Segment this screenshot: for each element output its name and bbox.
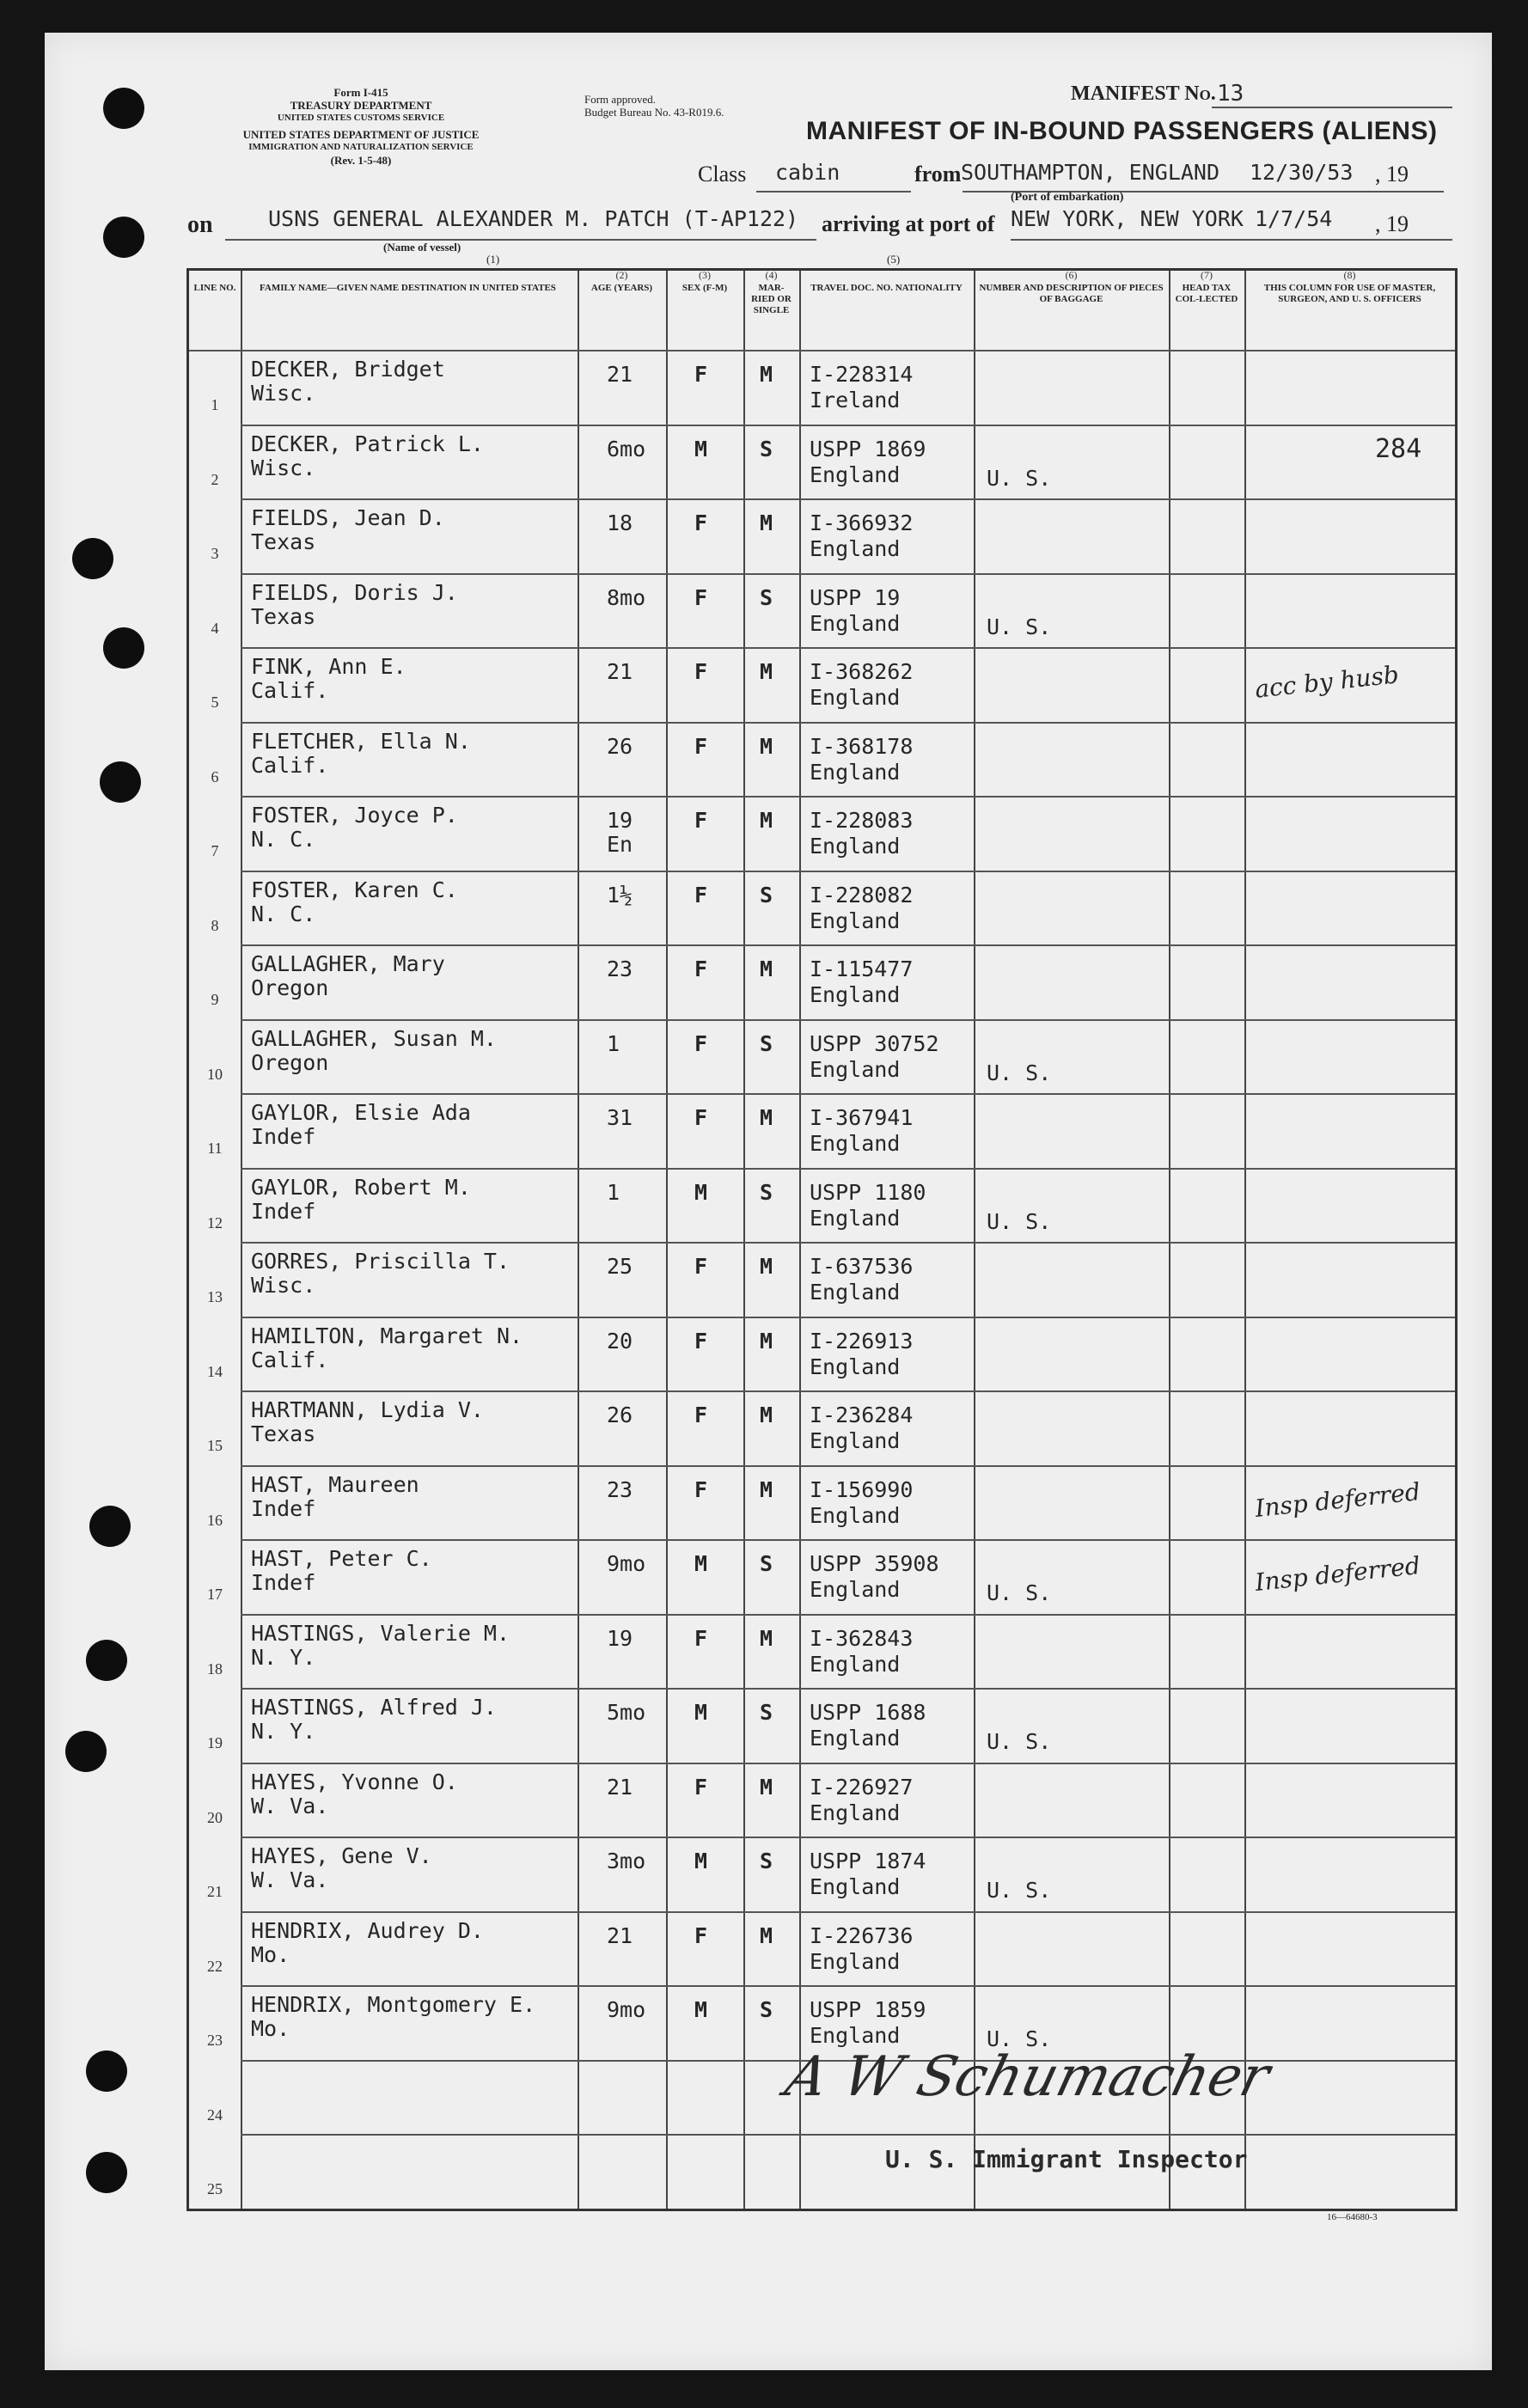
destination: Indef (251, 1124, 316, 1149)
table-row (189, 1688, 1455, 1763)
age: 21 (607, 362, 633, 387)
passenger-name: FOSTER, Joyce P. (251, 803, 458, 828)
line-number: 12 (207, 1213, 223, 1232)
budget-block (584, 93, 724, 119)
line-number: 14 (207, 1362, 223, 1380)
passenger-table (186, 268, 1458, 2211)
age: 19 (607, 1625, 633, 1651)
nationality: England (810, 1577, 901, 1602)
passenger-name: GALLAGHER, Mary (251, 951, 445, 976)
age: 21 (607, 1774, 633, 1800)
age: 9mo (607, 1551, 646, 1576)
line-number: 19 (207, 1734, 223, 1751)
line-number: 4 (211, 619, 219, 637)
baggage: U. S. (987, 1580, 1052, 1605)
travel-document: USPP 30752 (810, 1030, 939, 1056)
marital-status: S (760, 1030, 773, 1056)
marital-status: M (760, 1403, 773, 1427)
line-number: 1 (211, 396, 219, 413)
column-header-baggage: NUMBER AND DESCRIPTION OF PIECES OF BAGGAGE (979, 283, 1164, 304)
table-row (189, 498, 1455, 573)
travel-document: USPP 1859 (810, 1997, 926, 2022)
line-number: 13 (207, 1288, 223, 1305)
nationality: England (810, 1354, 901, 1379)
destination: Calif. (251, 752, 329, 778)
nationality: England (810, 1205, 901, 1231)
line-number: 24 (207, 2105, 223, 2124)
form-number: Form I-415 (333, 86, 388, 99)
table-row (189, 796, 1455, 871)
punch-hole (89, 1506, 131, 1547)
marital-status: M (760, 808, 773, 833)
baggage: U. S. (987, 1208, 1052, 1234)
punch-hole (86, 2152, 127, 2193)
table-row (189, 871, 1455, 945)
manifest-no-underline (1212, 107, 1452, 108)
age: 25 (607, 1254, 633, 1279)
officer-note: Insp deferred (1253, 1551, 1422, 1597)
line-number: 17 (207, 1586, 223, 1603)
passenger-name: FLETCHER, Ella N. (251, 728, 471, 754)
age: 26 (607, 733, 633, 759)
line-number: 8 (211, 916, 219, 934)
column-header-travel-doc: TRAVEL DOC. NO. NATIONALITY (810, 283, 963, 293)
destination: W. Va. (251, 1793, 329, 1818)
sex: F (694, 1254, 708, 1279)
passenger-name: HENDRIX, Audrey D. (251, 1917, 484, 1943)
table-row (189, 425, 1455, 499)
punch-hole (72, 538, 113, 579)
punch-hole (103, 217, 144, 258)
table-row (189, 1019, 1455, 1094)
travel-document: I-228083 (810, 808, 914, 833)
destination: Wisc. (251, 455, 316, 480)
destination: Oregon (251, 975, 329, 1000)
line-number: 18 (207, 1659, 223, 1678)
arrival-year-suffix: , 19 (1375, 211, 1409, 236)
on-label: on (187, 211, 213, 238)
destination: Mo. (251, 2016, 290, 2041)
nationality: England (810, 1056, 901, 1082)
age: 23 (607, 1476, 633, 1502)
sex: F (694, 510, 708, 535)
table-row (189, 1614, 1455, 1689)
travel-document: USPP 19 (810, 584, 901, 610)
travel-document: USPP 1869 (810, 436, 926, 461)
age: 9mo (607, 1997, 646, 2022)
baggage: U. S. (987, 465, 1052, 491)
table-row (189, 1168, 1455, 1243)
travel-document: I-367941 (810, 1105, 914, 1130)
line-number: 25 (207, 2180, 223, 2197)
arrival-date: 1/7/54 (1255, 206, 1333, 231)
age: 31 (607, 1105, 633, 1130)
nationality: England (810, 908, 901, 933)
age: 19 (607, 808, 633, 833)
manifest-title: MANIFEST OF IN-BOUND PASSENGERS (ALIENS) (806, 117, 1438, 145)
class-underline (756, 191, 911, 193)
class-value: cabin (775, 160, 840, 185)
sex: F (694, 1328, 708, 1354)
nationality: England (810, 536, 901, 561)
table-row (189, 2134, 1455, 2209)
punch-hole (103, 627, 144, 669)
travel-document: USPP 1180 (810, 1179, 926, 1205)
table-row (189, 1911, 1455, 1986)
class-label: Class (698, 162, 747, 186)
vessel-name: USNS GENERAL ALEXANDER M. PATCH (T-AP122) (268, 206, 799, 231)
marital-status: S (760, 1179, 773, 1205)
nationality: England (810, 685, 901, 710)
destination: N. Y. (251, 1644, 316, 1670)
sex: M (694, 1551, 708, 1576)
form-approved: Form approved. (584, 93, 657, 106)
destination: N. C. (251, 827, 316, 852)
nationality: England (810, 1280, 901, 1305)
nationality: England (810, 461, 901, 487)
age: 1 (607, 1179, 620, 1205)
age: 20 (607, 1328, 633, 1354)
passenger-name: HENDRIX, Montgomery E. (251, 1992, 536, 2017)
column-number: (4) (765, 269, 778, 281)
marital-status: M (760, 1254, 773, 1279)
embarkation-port: SOUTHAMPTON, ENGLAND (961, 160, 1220, 185)
line-number: 3 (211, 545, 219, 562)
age: 1½ (607, 882, 633, 908)
table-row (189, 1242, 1455, 1317)
travel-document: I-637536 (810, 1254, 914, 1279)
travel-document: I-362843 (810, 1625, 914, 1651)
nationality: England (810, 759, 901, 785)
line-number: 22 (207, 1957, 223, 1975)
travel-document: I-228314 (810, 362, 914, 387)
form-revision: (Rev. 1-5-48) (330, 154, 392, 167)
sex: F (694, 882, 708, 908)
table-row (189, 1093, 1455, 1168)
destination: Calif. (251, 1347, 329, 1372)
column-number: (8) (1343, 269, 1356, 281)
marital-status: M (760, 362, 773, 387)
column-header-age: AGE (YEARS) (590, 283, 653, 293)
marital-status: M (760, 733, 773, 759)
passenger-name: GALLAGHER, Susan M. (251, 1025, 497, 1051)
destination: Calif. (251, 678, 329, 703)
sex: M (694, 1849, 708, 1873)
age: 3mo (607, 1849, 646, 1873)
line-number: 20 (207, 1808, 223, 1826)
passenger-name: GAYLOR, Robert M. (251, 1174, 471, 1200)
marital-status: S (760, 1700, 773, 1725)
marital-status: M (760, 1328, 773, 1354)
column-number: (7) (1201, 269, 1213, 281)
nationality: England (810, 2023, 901, 2048)
column-number: (3) (699, 269, 711, 281)
from-label: from (914, 162, 962, 186)
travel-document: USPP 1688 (810, 1700, 926, 1725)
passenger-name: HARTMANN, Lydia V. (251, 1397, 484, 1422)
baggage: U. S. (987, 2026, 1052, 2051)
sex: F (694, 733, 708, 759)
sex: F (694, 659, 708, 684)
embarkation-caption: (Port of embarkation) (1011, 191, 1124, 204)
form-header-block (180, 86, 541, 167)
passenger-name: HAYES, Gene V. (251, 1843, 432, 1868)
nationality: England (810, 1800, 901, 1825)
travel-document: I-226736 (810, 1922, 914, 1948)
column-header-sex: SEX (F-M) (681, 283, 728, 293)
column-header-marital-status: MAR-RIED OR SINGLE (751, 283, 792, 315)
age: 21 (607, 1922, 633, 1948)
passenger-name: DECKER, Bridget (251, 357, 445, 382)
punch-hole (86, 2050, 127, 2092)
marital-status: M (760, 1774, 773, 1800)
baggage: U. S. (987, 1729, 1052, 1754)
column-header-head-tax: HEAD TAX COL-LECTED (1175, 283, 1238, 304)
travel-document: USPP 35908 (810, 1551, 939, 1576)
nationality: Ireland (810, 388, 901, 413)
marital-status: S (760, 882, 773, 908)
destination: W. Va. (251, 1867, 329, 1892)
sex: F (694, 1030, 708, 1056)
line-number: 21 (207, 1883, 223, 1900)
passenger-name: GAYLOR, Elsie Ada (251, 1100, 471, 1125)
column-header-line-no: LINE NO. (193, 283, 236, 293)
treasury-dept: TREASURY DEPARTMENT (290, 99, 432, 112)
line-number: 15 (207, 1437, 223, 1454)
line-number: 11 (207, 1140, 223, 1157)
marital-status: M (760, 1105, 773, 1130)
sex: F (694, 584, 708, 610)
passenger-name: HASTINGS, Alfred J. (251, 1695, 497, 1720)
destination: Indef (251, 1570, 316, 1595)
passenger-name: DECKER, Patrick L. (251, 431, 484, 456)
marital-status: S (760, 1997, 773, 2022)
manifest-label: MANIFEST No. (1071, 83, 1216, 105)
destination: Oregon (251, 1049, 329, 1075)
passenger-name: FOSTER, Karen C. (251, 877, 458, 902)
travel-document: I-366932 (810, 510, 914, 535)
age-extra: En (607, 832, 633, 857)
marital-status: M (760, 510, 773, 535)
column-number-5: (5) (887, 253, 901, 266)
arriving-label: arriving at port of (822, 211, 995, 236)
travel-document: I-228082 (810, 882, 914, 908)
line-number: 7 (211, 842, 219, 859)
officer-note: acc by husb (1253, 660, 1401, 704)
punch-hole (100, 761, 141, 803)
passenger-name: FINK, Ann E. (251, 654, 406, 679)
sex: F (694, 1105, 708, 1130)
ins-service: IMMIGRATION AND NATURALIZATION SERVICE (248, 142, 474, 152)
line-number: 5 (211, 694, 219, 711)
destination: Texas (251, 1421, 316, 1446)
passenger-name: GORRES, Priscilla T. (251, 1249, 510, 1274)
nationality: England (810, 1131, 901, 1156)
budget-bureau: Budget Bureau No. 43-R019.6. (584, 106, 724, 119)
travel-document: I-115477 (810, 956, 914, 981)
column-number: (6) (1065, 269, 1078, 281)
line-number: 10 (207, 1065, 223, 1083)
punch-hole (86, 1640, 127, 1681)
nationality: England (810, 1874, 901, 1899)
nationality: England (810, 1428, 901, 1453)
baggage: U. S. (987, 1060, 1052, 1085)
line-number: 9 (211, 991, 219, 1008)
line-number: 23 (207, 2032, 223, 2049)
table-row (189, 1390, 1455, 1465)
sex: F (694, 956, 708, 981)
sex: F (694, 808, 708, 833)
travel-document: USPP 1874 (810, 1849, 926, 1873)
passenger-name: HAST, Maureen (251, 1471, 419, 1497)
arrival-underline (1011, 239, 1452, 241)
marital-status: S (760, 436, 773, 461)
table-row (189, 647, 1455, 722)
destination: Indef (251, 1198, 316, 1224)
from-year-suffix: , 19 (1375, 162, 1409, 186)
passenger-name: HAMILTON, Margaret N. (251, 1323, 523, 1348)
passenger-name: HAYES, Yvonne O. (251, 1769, 458, 1794)
nationality: England (810, 1651, 901, 1677)
passenger-name: HAST, Peter C. (251, 1546, 432, 1571)
marital-status: S (760, 1849, 773, 1873)
travel-document: I-236284 (810, 1403, 914, 1427)
sex: F (694, 1476, 708, 1502)
nationality: England (810, 834, 901, 859)
marital-status: M (760, 1476, 773, 1502)
nationality: England (810, 1502, 901, 1528)
vessel-underline (225, 239, 816, 241)
age: 23 (607, 956, 633, 981)
marital-status: S (760, 584, 773, 610)
table-row (189, 1539, 1455, 1614)
sex: F (694, 1774, 708, 1800)
travel-document: I-226927 (810, 1774, 914, 1800)
print-code: 16—64680-3 (1327, 2212, 1378, 2222)
nationality: England (810, 610, 901, 636)
sex: F (694, 1403, 708, 1427)
sex: M (694, 1179, 708, 1205)
arrival-port: NEW YORK, NEW YORK (1011, 206, 1244, 231)
age: 26 (607, 1403, 633, 1427)
travel-document: I-368178 (810, 733, 914, 759)
officer-note: Insp deferred (1253, 1476, 1422, 1523)
table-row (189, 1465, 1455, 1540)
column-header-officer-notes: THIS COLUMN FOR USE OF MASTER, SURGEON, AND U. S. OFFICERS (1263, 283, 1436, 304)
justice-dept: UNITED STATES DEPARTMENT OF JUSTICE (242, 128, 480, 141)
passenger-name: FIELDS, Jean D. (251, 505, 445, 530)
embarkation-date: 12/30/53 (1250, 160, 1354, 185)
destination: Mo. (251, 1941, 290, 1967)
age: 6mo (607, 436, 646, 461)
travel-document: I-156990 (810, 1476, 914, 1502)
age: 1 (607, 1030, 620, 1056)
line-number: 6 (211, 767, 219, 785)
travel-document: I-368262 (810, 659, 914, 684)
age: 21 (607, 659, 633, 684)
inspector-title: U. S. Immigrant Inspector (885, 2145, 1248, 2173)
table-row (189, 722, 1455, 797)
sex: F (694, 362, 708, 387)
table-row (189, 1837, 1455, 1911)
vessel-caption: (Name of vessel) (383, 241, 461, 254)
line-number: 2 (211, 470, 219, 488)
manifest-number: 13 (1217, 81, 1244, 107)
marital-status: M (760, 1922, 773, 1948)
punch-hole (103, 88, 144, 129)
table-row (189, 573, 1455, 648)
nationality: England (810, 1726, 901, 1751)
destination: Wisc. (251, 381, 316, 406)
marital-status: M (760, 659, 773, 684)
destination: Texas (251, 529, 316, 554)
customs-service: UNITED STATES CUSTOMS SERVICE (277, 113, 445, 123)
baggage: U. S. (987, 1878, 1052, 1903)
passenger-name: FIELDS, Doris J. (251, 579, 458, 605)
nationality: England (810, 982, 901, 1007)
travel-document: I-226913 (810, 1328, 914, 1354)
marital-status: S (760, 1551, 773, 1576)
destination: Wisc. (251, 1273, 316, 1298)
table-row (189, 1763, 1455, 1837)
inspector-signature: A W Schumacher (779, 2045, 1276, 2109)
column-header-name-destination: FAMILY NAME—GIVEN NAME DESTINATION IN UNITED STATES (260, 283, 556, 293)
column-number-1: (1) (486, 253, 500, 266)
sex: M (694, 436, 708, 461)
sex: M (694, 1997, 708, 2022)
destination: N. Y. (251, 1719, 316, 1744)
sex: F (694, 1922, 708, 1948)
marital-status: M (760, 956, 773, 981)
destination: Texas (251, 603, 316, 629)
destination: N. C. (251, 901, 316, 926)
passenger-name: HASTINGS, Valerie M. (251, 1620, 510, 1646)
punch-hole (65, 1731, 107, 1772)
line-number: 16 (207, 1511, 223, 1529)
column-number: (2) (615, 269, 628, 281)
nationality: England (810, 1948, 901, 1974)
baggage: U. S. (987, 614, 1052, 639)
table-row (189, 944, 1455, 1019)
age: 5mo (607, 1700, 646, 1725)
age: 18 (607, 510, 633, 535)
marital-status: M (760, 1625, 773, 1651)
age: 8mo (607, 584, 646, 610)
destination: Indef (251, 1495, 316, 1521)
table-row (189, 1317, 1455, 1391)
officer-note: 284 (1375, 433, 1422, 464)
sex: F (694, 1625, 708, 1651)
sex: M (694, 1700, 708, 1725)
table-row (189, 350, 1455, 425)
